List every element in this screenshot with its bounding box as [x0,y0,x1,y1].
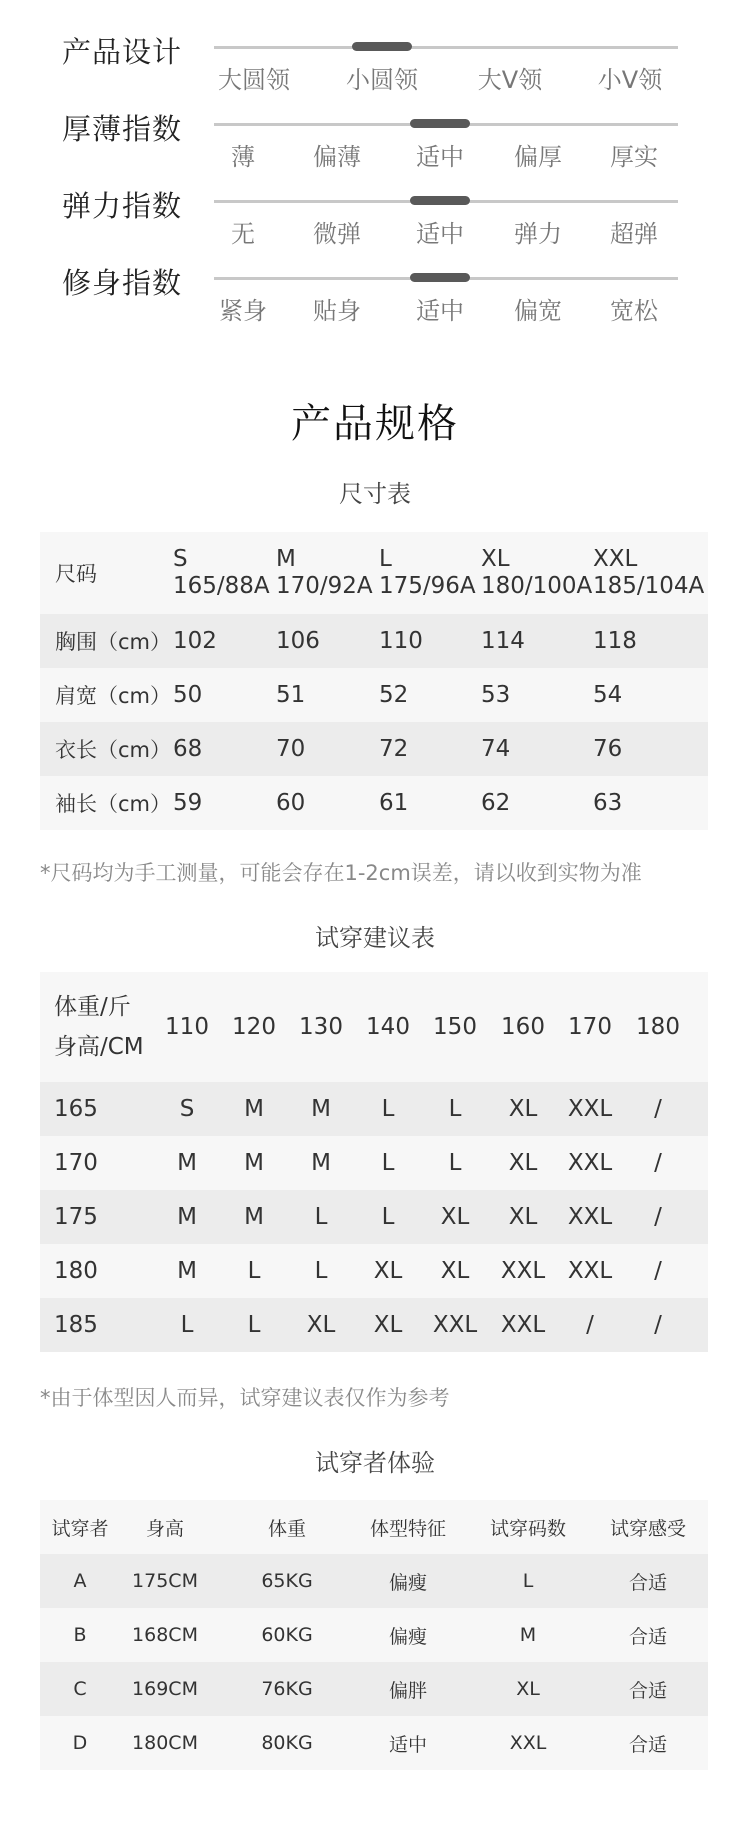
attribute-option: 适中 [416,297,464,325]
tester-cell: 65KG [261,1570,313,1592]
tester-cell: 偏瘦 [388,1625,427,1648]
attribute-marker [352,42,412,51]
size-suggestion-cell: XL [306,1312,336,1338]
size-suggestion-cell: M [244,1150,264,1176]
size-suggestion-cell: XXL [567,1150,613,1176]
height-cell: 165 [54,1096,98,1122]
attribute-track [214,46,678,49]
size-spec: 170/92A [276,573,373,599]
measure-label: 衣长（cm） [55,738,172,762]
size-suggestion-cell: L [448,1096,462,1122]
size-code: M [276,546,296,572]
fit-header-stack [54,987,144,1067]
attribute-label: 修身指数 [62,266,183,300]
attribute-option: 小圆领 [346,66,418,94]
measure-value: 68 [173,736,203,762]
size-suggestion-cell: L [247,1312,261,1338]
measure-value: 118 [593,628,637,654]
table-row [40,1190,708,1244]
size-suggestion-cell: XL [508,1204,538,1230]
size-chart-title: 尺寸表 [339,480,411,508]
attribute-option: 贴身 [313,297,361,325]
measure-label: 袖长（cm） [55,792,172,816]
tester-cell: 168CM [132,1624,198,1646]
size-header-cell [481,532,592,614]
size-suggestion-cell: / [654,1258,662,1284]
tester-cell: 76KG [261,1678,313,1700]
size-header-stack [593,546,704,600]
weight-header-cell: 170 [568,1014,612,1040]
measure-value: 53 [481,682,511,708]
measure-value: 62 [481,790,511,816]
weight-header-cell: 160 [501,1014,545,1040]
measure-value: 63 [593,790,623,816]
measure-label: 胸围（cm） [55,630,172,654]
tester-cell: 偏瘦 [388,1571,427,1594]
attribute-option: 大V领 [477,66,543,94]
size-suggestion-cell: XL [440,1258,470,1284]
attribute-label: 弹力指数 [62,189,183,223]
tester-cell: C [73,1678,87,1700]
table-row [40,1554,708,1608]
tester-header-cell: 体型特征 [369,1517,446,1540]
tester-cell: D [72,1732,88,1754]
size-suggestion-cell: M [177,1204,197,1230]
size-suggestion-cell: M [244,1096,264,1122]
attribute-option: 适中 [416,143,464,171]
attribute-row [0,107,750,187]
tester-cell: 175CM [132,1570,198,1592]
tester-cell: 合适 [628,1733,667,1756]
size-header-cell [173,532,270,614]
measure-label: 肩宽（cm） [55,684,172,708]
size-code: XL [481,546,510,572]
table-row [40,1082,708,1136]
weight-header-cell: 130 [299,1014,343,1040]
attribute-option: 弹力 [514,220,562,248]
size-suggestion-cell: / [654,1150,662,1176]
measure-value: 60 [276,790,306,816]
tester-cell: 偏胖 [388,1679,427,1702]
attribute-option: 厚实 [610,143,658,171]
fit-table [40,972,708,1352]
weight-header-cell: 110 [165,1014,209,1040]
height-cell: 175 [54,1204,98,1230]
table-row [40,776,708,830]
size-spec: 185/104A [593,573,705,599]
measure-value: 51 [276,682,306,708]
size-suggestion-cell: XL [440,1204,470,1230]
fit-table-header [40,972,708,1082]
tester-cell: 60KG [261,1624,313,1646]
size-header-cell [379,532,476,614]
attribute-option: 无 [231,220,255,248]
attribute-row [0,261,750,341]
table-row [40,1662,708,1716]
attribute-marker [410,196,470,205]
measure-value: 106 [276,628,320,654]
attribute-option: 宽松 [610,297,658,325]
size-suggestion-cell: XXL [500,1258,546,1284]
height-cell: 170 [54,1150,98,1176]
attribute-option: 微弹 [313,220,361,248]
tester-cell: L [522,1570,534,1592]
attribute-option: 偏薄 [313,143,361,171]
tester-table [40,1500,708,1770]
attribute-option: 超弹 [610,220,658,248]
size-suggestion-cell: S [179,1096,195,1122]
measure-value: 70 [276,736,306,762]
tester-header-cell: 试穿码数 [489,1517,566,1540]
tester-cell: 合适 [628,1625,667,1648]
tester-header-cell: 试穿感受 [609,1517,686,1540]
tester-header-cell: 试穿者 [51,1517,109,1540]
table-row [40,1298,708,1352]
attribute-marker [410,273,470,282]
measure-value: 110 [379,628,423,654]
table-row [40,1244,708,1298]
height-cell: 180 [54,1258,98,1284]
attribute-option: 小V领 [597,66,663,94]
height-axis-label: 身高/CM [54,1034,144,1060]
attribute-option: 偏宽 [514,297,562,325]
size-suggestion-cell: M [311,1096,331,1122]
attribute-row [0,30,750,110]
fit-chart-title: 试穿建议表 [315,924,435,952]
measure-value: 50 [173,682,203,708]
size-code: L [379,546,392,572]
size-spec: 180/100A [481,573,593,599]
size-spec: 175/96A [379,573,476,599]
size-table-header [40,532,708,614]
tester-cell: XL [516,1678,540,1700]
size-suggestion-cell: / [654,1204,662,1230]
attribute-label: 厚薄指数 [62,112,183,146]
tester-header-cell: 身高 [145,1517,184,1540]
attribute-label: 产品设计 [62,35,183,69]
size-header-stack [173,546,270,600]
measure-value: 59 [173,790,203,816]
weight-header-cell: 180 [636,1014,680,1040]
tester-cell: M [519,1624,537,1646]
attribute-row [0,184,750,264]
size-suggestion-cell: XL [373,1312,403,1338]
attribute-option: 薄 [231,143,255,171]
size-suggestion-cell: L [314,1258,328,1284]
measure-value: 76 [593,736,623,762]
tester-chart-title: 试穿者体验 [315,1449,435,1477]
tester-cell: 180CM [132,1732,198,1754]
table-row [40,614,708,668]
size-suggestion-cell: M [244,1204,264,1230]
tester-cell: B [73,1624,87,1646]
height-cell: 185 [54,1312,98,1338]
tester-cell: 169CM [132,1678,198,1700]
size-suggestion-cell: L [381,1204,395,1230]
size-suggestion-cell: XXL [432,1312,478,1338]
attribute-option: 大圆领 [218,66,290,94]
attribute-option: 适中 [416,220,464,248]
size-header-stack [276,546,373,600]
tester-table-header [40,1500,708,1554]
measure-value: 61 [379,790,409,816]
attribute-option: 偏厚 [514,143,562,171]
measure-value: 72 [379,736,409,762]
measure-value: 114 [481,628,525,654]
size-header-label: 尺码 [55,562,97,586]
spec-title: 产品规格 [291,401,459,447]
table-row [40,1136,708,1190]
size-suggestion-cell: / [586,1312,594,1338]
weight-header-cell: 120 [232,1014,276,1040]
attribute-marker [410,119,470,128]
tester-cell: 适中 [388,1733,427,1756]
size-suggestion-cell: L [381,1096,395,1122]
size-suggestion-cell: XL [508,1150,538,1176]
tester-cell: XXL [509,1732,547,1754]
size-suggestion-cell: L [381,1150,395,1176]
size-code: XXL [593,546,638,572]
size-table [40,532,708,830]
size-suggestion-cell: XL [373,1258,403,1284]
size-header-stack [379,546,476,600]
tester-cell: 80KG [261,1732,313,1754]
measure-value: 52 [379,682,409,708]
fit-chart-note: *由于体型因人而异，试穿建议表仅作为参考 [40,1386,450,1410]
table-row [40,1608,708,1662]
fit-header-label [54,972,144,1082]
size-suggestion-cell: L [448,1150,462,1176]
size-suggestion-cell: L [247,1258,261,1284]
measure-value: 102 [173,628,217,654]
size-suggestion-cell: XL [508,1096,538,1122]
size-suggestion-cell: M [311,1150,331,1176]
table-row [40,1716,708,1770]
weight-header-cell: 150 [433,1014,477,1040]
table-row [40,722,708,776]
size-header-stack [481,546,592,600]
size-suggestion-cell: / [654,1096,662,1122]
size-chart-note: *尺码均为手工测量，可能会存在1-2cm误差，请以收到实物为准 [40,861,642,885]
size-suggestion-cell: XXL [567,1204,613,1230]
size-suggestion-cell: M [177,1258,197,1284]
tester-cell: A [73,1570,87,1592]
size-spec: 165/88A [173,573,270,599]
size-suggestion-cell: L [180,1312,194,1338]
tester-cell: 合适 [628,1679,667,1702]
size-code: S [173,546,188,572]
size-header-cell [276,532,373,614]
measure-value: 74 [481,736,511,762]
size-suggestion-cell: M [177,1150,197,1176]
table-row [40,668,708,722]
attribute-option: 紧身 [219,297,267,325]
size-header-cell [593,532,704,614]
size-suggestion-cell: XXL [500,1312,546,1338]
measure-value: 54 [593,682,623,708]
tester-cell: 合适 [628,1571,667,1594]
size-suggestion-cell: XXL [567,1096,613,1122]
tester-header-cell: 体重 [267,1517,306,1540]
weight-axis-label: 体重/斤 [54,994,131,1020]
size-suggestion-cell: L [314,1204,328,1230]
weight-header-cell: 140 [366,1014,410,1040]
size-suggestion-cell: XXL [567,1258,613,1284]
size-suggestion-cell: / [654,1312,662,1338]
